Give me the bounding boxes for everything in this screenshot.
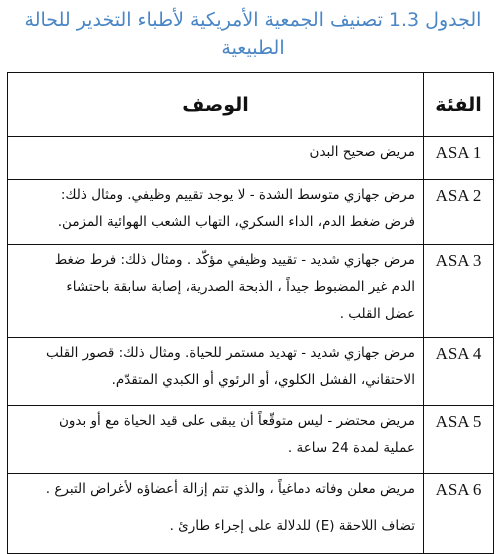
row-category: ASA 5 <box>424 406 494 474</box>
table-row <box>8 338 494 406</box>
row-category: ASA 2 <box>424 180 494 245</box>
row-category: ASA 6 <box>424 474 494 554</box>
description-line: تضاف اللاحقة (E) للدلالة على إجراء طارئ . <box>169 518 415 534</box>
description-line: مرض جهازي شديد - تهديد مستمر للحياة. ومثال ذلك: قصور القلب <box>45 345 415 361</box>
row-category: ASA 3 <box>424 245 494 338</box>
description-line: مرض جهازي متوسط الشدة - لا يوجد تقييم وظيفي. ومثال ذلك: <box>60 187 415 203</box>
row-description <box>8 406 424 474</box>
table-row <box>8 474 494 554</box>
table-row <box>8 180 494 245</box>
table-row <box>8 406 494 474</box>
description-line: مرض جهازي شديد - تقييد وظيفي مؤكّد . ومثال ذلك: فرط ضغط <box>54 252 415 268</box>
table-row <box>8 137 494 180</box>
table-caption <box>20 6 486 62</box>
caption-line-2: الطبيعية <box>221 37 285 59</box>
row-category: ASA 1 <box>424 137 494 180</box>
line-gap <box>16 503 415 513</box>
description-line: عملية لمدة 24 ساعة . <box>287 440 415 456</box>
header-category: الفئة <box>424 73 494 137</box>
description-line: الدم غير المضبوط جيداً ، الذبحة الصدرية، إصابة سابقة باحتشاء <box>66 279 415 295</box>
description-line: مريض معلن وفاته دماغياً ، والذي تتم إزالة أعضاؤه لأغراض التبرع . <box>45 481 415 497</box>
description-line: الاحتقاني، الفشل الكلوي، أو الرئوي أو الكبدي المتقدّم. <box>111 372 415 388</box>
row-description <box>8 338 424 406</box>
asa-classification-table <box>7 72 494 554</box>
description-line: مريض محتضر - ليس متوقّعاً أن يبقى على قيد الحياة مع أو بدون <box>58 413 415 429</box>
description-line: عضل القلب . <box>339 306 415 322</box>
description-line: فرض ضغط الدم، الداء السكري، التهاب الشعب الهوائية المزمن. <box>57 214 415 230</box>
table-row <box>8 245 494 338</box>
header-description: الوصف <box>8 73 424 137</box>
row-description <box>8 245 424 338</box>
caption-line-1: الجدول 1.3 تصنيف الجمعية الأمريكية لأطباء التخدير للحالة <box>24 9 482 31</box>
table-header-row <box>8 73 494 137</box>
row-category: ASA 4 <box>424 338 494 406</box>
description-line: مريض صحيح البدن <box>309 144 415 160</box>
row-description <box>8 180 424 245</box>
row-description <box>8 474 424 554</box>
row-description <box>8 137 424 180</box>
